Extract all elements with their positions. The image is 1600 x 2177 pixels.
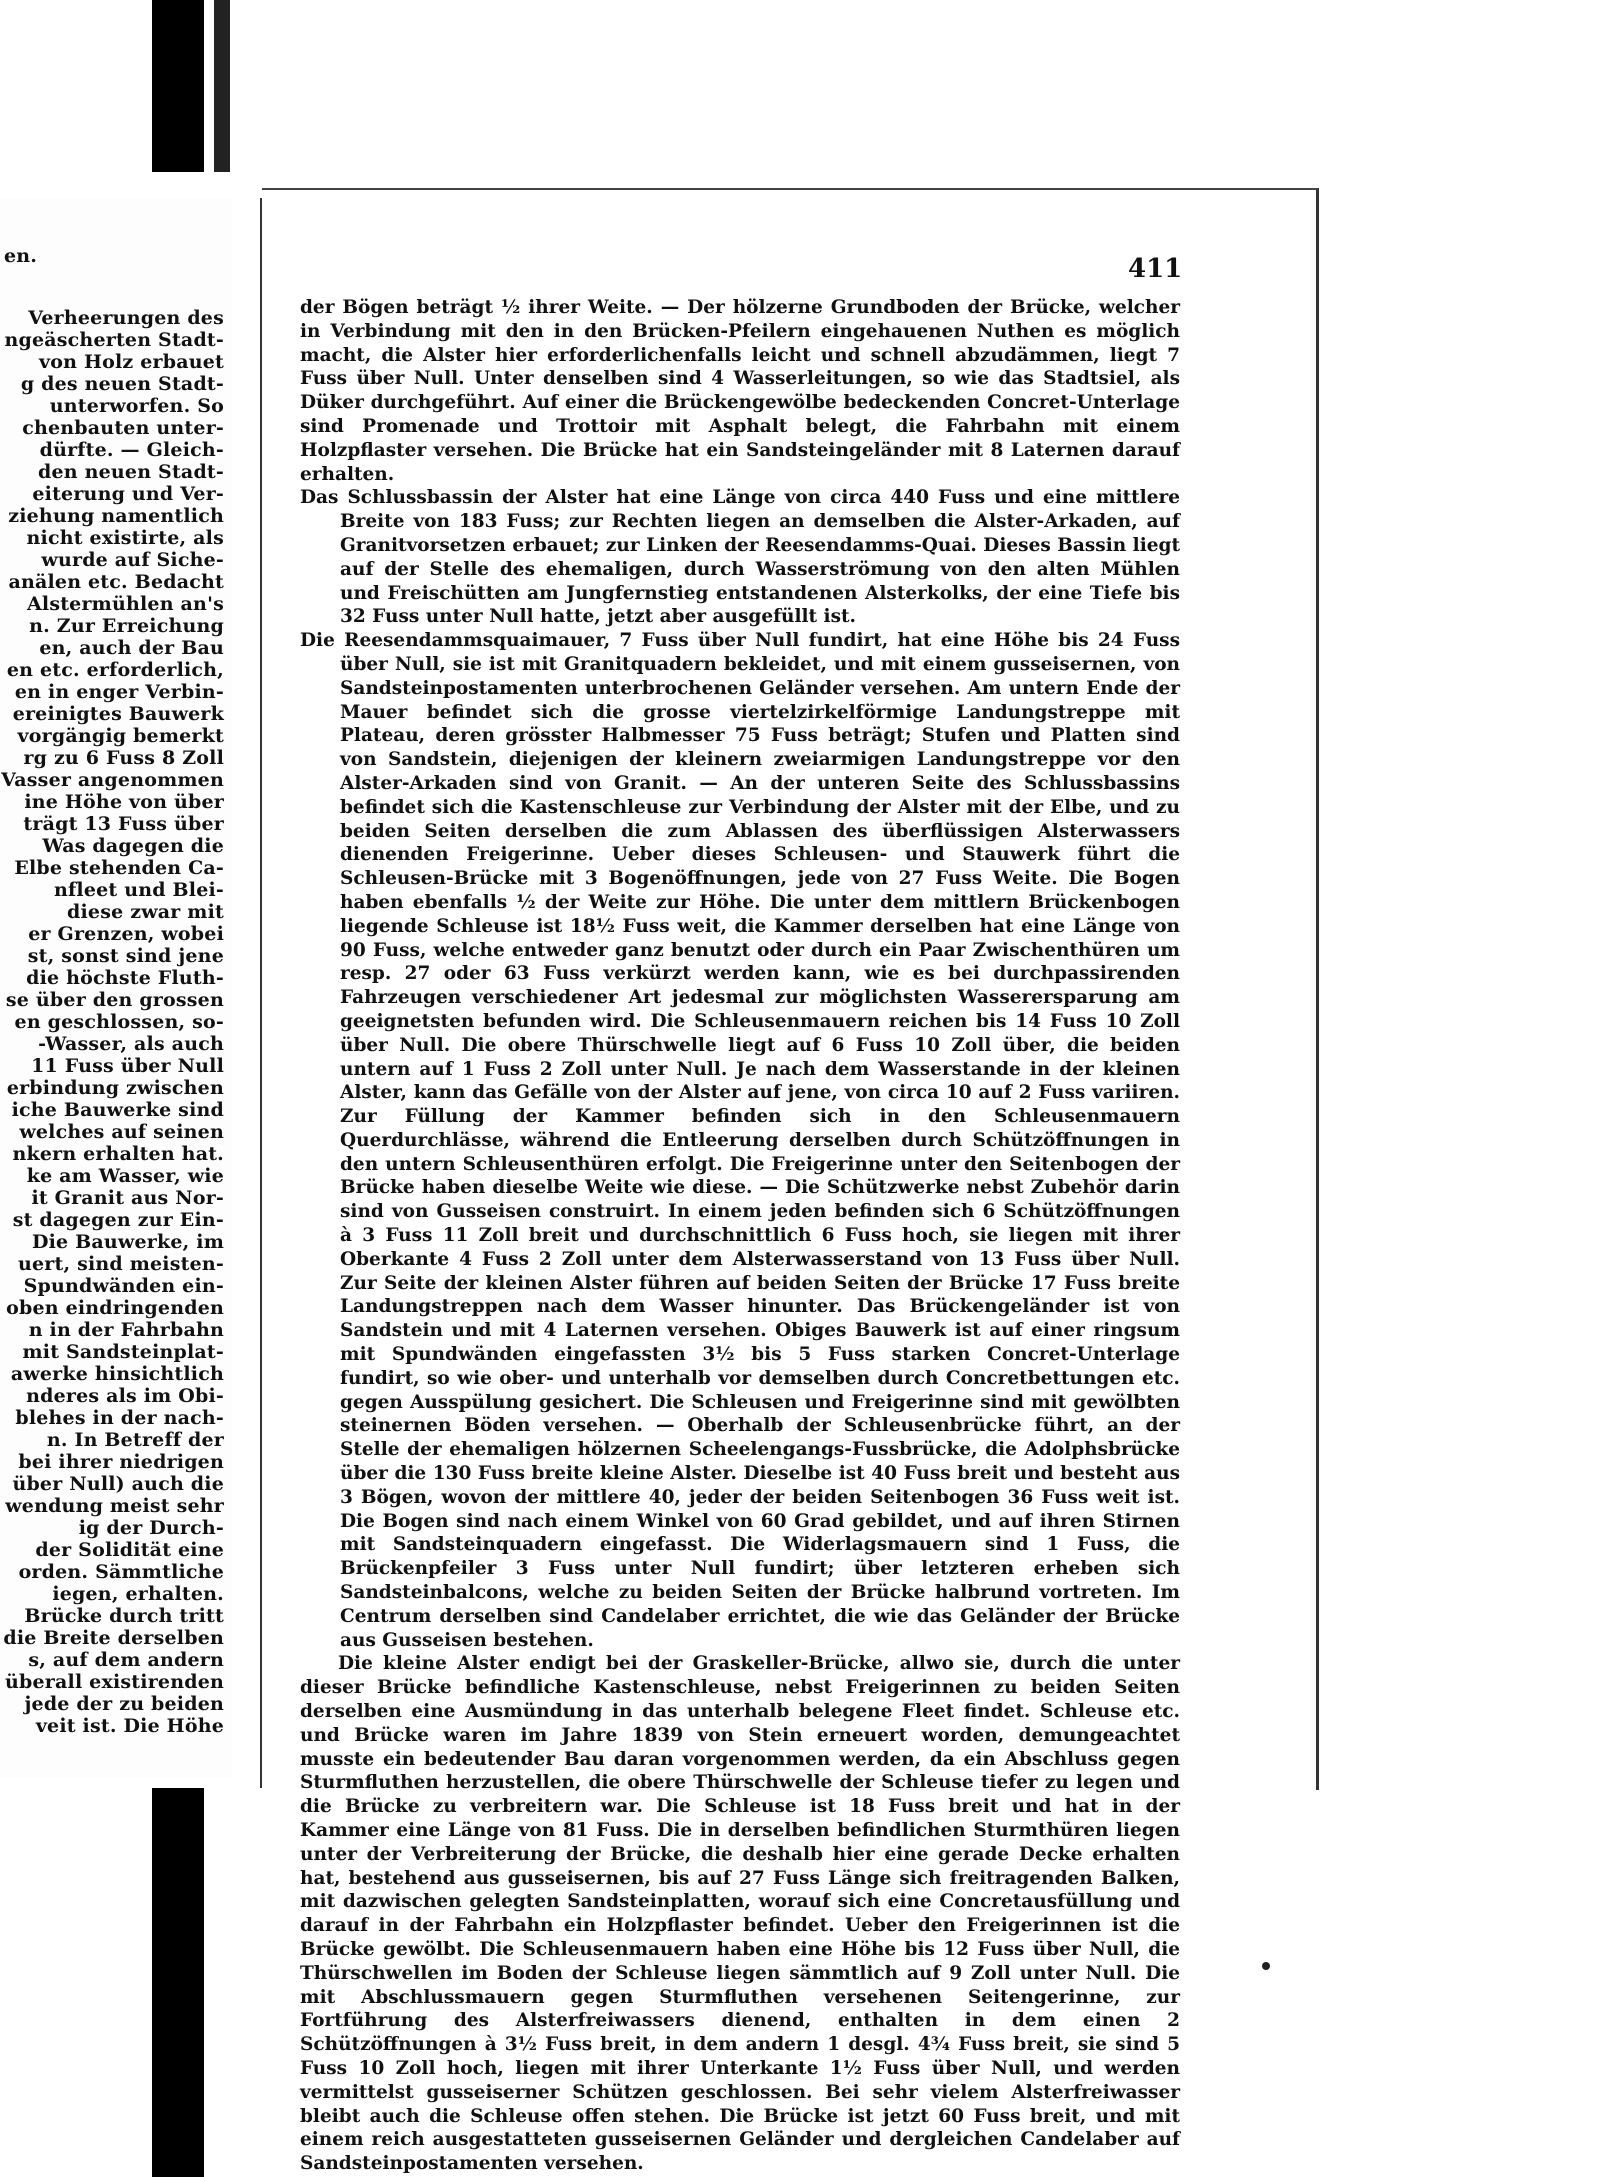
left-page-line: von Holz erbauet (39, 351, 224, 373)
left-page-line: en etc. erforderlich, (6, 659, 224, 681)
left-page-line: it Granit aus Nor- (31, 1187, 224, 1209)
scan-border-bottom-left (152, 1788, 204, 2177)
left-page-line: s, auf dem andern (28, 1649, 224, 1671)
left-page-line: überall existirenden (5, 1671, 224, 1693)
left-page-line: trägt 13 Fuss über (23, 813, 224, 835)
left-page-line: ereinigtes Bauwerk (12, 703, 224, 725)
left-page-line: n. Zur Erreichung (29, 615, 224, 637)
left-page-line: bei ihrer niedrigen (18, 1451, 224, 1473)
left-page-line: wurde auf Siche- (41, 549, 224, 571)
left-page-line: ngeäscherten Stadt- (4, 329, 224, 351)
left-page-line: anälen etc. Bedacht (8, 571, 224, 593)
left-page-line: er Grenzen, wobei (28, 923, 224, 945)
left-page-line: veit ist. Die Höhe (35, 1715, 224, 1737)
left-page-line: en geschlossen, so- (14, 1011, 224, 1033)
left-page-line: iegen, erhalten. (52, 1583, 224, 1605)
left-page-line: nicht existirte, als (26, 527, 224, 549)
paragraph-bridge-arches: der Bögen beträgt ½ ihrer Weite. — Der hölzerne Grundboden der Brücke, welcher in Verbindung mit den in den Brücken-Pfeilern eingehauenen Nuthen es möglich macht, die Alster hier erforderlichenfalls leicht und schnell abzudämmen, liegt 7 Fuss über Null. Unter denselben sind 4 Wasserleitungen, so wie das Stadtsiel, als Düker durchgeführt. Auf einer die Brückengewölbe bedeckenden Concret-Unterlage sind Promenade und Trottoir mit Asphalt belegt, die Fahrbahn mit einem Holzpflaster versehen. Die Brücke hat ein Sandsteingeländer mit 8 Laternen darauf erhalten. (300, 297, 1180, 485)
left-page-line: se über den grossen (5, 989, 224, 1011)
left-page-line: orden. Sämmtliche (18, 1561, 224, 1583)
left-page-line: diese zwar mit (67, 901, 224, 923)
left-page-line: die Breite derselben (3, 1627, 224, 1649)
left-page-line: Was dagegen die (42, 835, 224, 857)
left-page-line: ig der Durch- (78, 1517, 224, 1539)
left-page-line: den neuen Stadt- (38, 461, 224, 483)
paragraph-reesendammsquaimauer: Die Reesendammsquaimauer, 7 Fuss über Null fundirt, hat eine Höhe bis 24 Fuss über Null, sie ist mit Granitquadern bekleidet, und mit einem gusseisernen, von Sandsteinpostamenten unterbrochenen Geländer versehen. Am untern Ende der Mauer befindet sich die grosse viertelzirkelförmige Landungstreppe mit Plateau, deren grösster Halbmesser 75 Fuss beträgt; Stufen und Platten sind von Sandstein, diejenigen der kleinern zweiarmigen Landungstreppe vor den Alster-Arkaden sind von Granit. — An der unteren Seite des Schlussbassins befindet sich die Kastenschleuse zur Verbindung der Alster mit der Elbe, und zu beiden Seiten derselben die zum Ablassen des überflüssigen Alsterwassers dienenden Freigerinne. Ueber dieses Schleusen- und Stauwerk führt die Schleusen-Brücke mit 3 Bogenöffnungen, jede von 27 Fuss Weite. Die Bogen haben ebenfalls ½ der Weite zur Höhe. Die unter dem mittlern Brückenbogen liegende Schleuse ist 18½ Fuss weit, die Kammer derselben hat eine Länge von 90 Fuss, welche entweder ganz benutzt oder durch ein Paar Zwischenthüren um resp. 27 oder 63 Fuss verkürzt werden kann, wie es bei durchpassirenden Fahrzeugen verschiedener Art jedesmal zur möglichsten Wasserersparung am geeignetsten befunden wird. Die Schleusenmauern reichen bis 14 Fuss 10 Zoll über Null. Die obere Thürschwelle liegt auf 6 Fuss 10 Zoll über, die beiden untern auf 1 Fuss 2 Zoll unter Null. Je nach dem Wasserstande in der kleinen Alster, kann das Gefälle von der Alster auf jene, von circa 10 auf 2 Fuss variiren. Zur Füllung der Kammer befinden sich in den Schleusenmauern Querdurchlässe, während die Entleerung derselben durch Schützöffnungen in den untern Schleusenthüren erfolgt. Die Freigerinne unter den Seitenbogen der Brücke haben dieselbe Weite wie diese. — Die Schützwerke nebst Zubehör darin sind von Gusseisen construirt. In einem jeden befinden sich 6 Schützöffnungen à 3 Fuss 11 Zoll breit und durchschnittlich 6 Fuss hoch, sie liegen mit ihrer Oberkante 4 Fuss 2 Zoll unter dem Alsterwasserstand von 13 Fuss über Null. Zur Seite der kleinen Alster führen auf beiden Seiten der Brücke 17 Fuss breite Landungstreppen nach dem Wasser hinunter. Das Brückengeländer ist von Sandstein und mit 4 Laternen versehen. Obiges Bauwerk ist auf einer ringsum mit Spundwänden eingefassten 3½ bis 5 Fuss starken Concret-Unterlage fundirt, so wie ober- und unterhalb vor demselben durch Concretbettungen etc. gegen Ausspülung gesichert. Die Schleusen und Freigerinne sind mit gewölbten steinernen Böden versehen. — Oberhalb der Schleusenbrücke führt, an der Stelle der ehemaligen hölzernen Scheelengangs-Fussbrücke, die Adolphsbrücke über die 130 Fuss breite kleine Alster. Dieselbe ist 40 Fuss breit und besteht aus 3 Bögen, wovon der mittlere 40, jeder der beiden Seitenbogen 36 Fuss weit ist. Die Bogen sind nach einem Winkel von 60 Grad gebildet, und auf ihren Stirnen mit Sandsteinquadern eingefasst. Die Widerlagsmauern sind 1 Fuss, die Brückenpfeiler 3 Fuss unter Null fundirt; über letzteren erheben sich Sandsteinbalcons, welche zu beiden Seiten der Brücke halbrund vortreten. Im Centrum derselben sind Candelaber errichtet, die wie das Geländer der Brücke aus Gusseisen bestehen. (300, 630, 1180, 1651)
left-page-line: uert, sind meisten- (17, 1253, 224, 1275)
left-page-line: eiterung und Ver- (32, 483, 224, 505)
left-page-line: wendung meist sehr (5, 1495, 224, 1517)
left-page-line: -Wasser, als auch (38, 1033, 224, 1055)
left-page-line: erbindung zwischen (6, 1077, 224, 1099)
left-page-line: Verheerungen des (28, 307, 224, 329)
left-page-line: vorgängig bemerkt (17, 725, 224, 747)
page-number: 411 (1128, 254, 1183, 284)
left-page-line: der Solidität eine (35, 1539, 224, 1561)
left-page-line: en, auch der Bau (39, 637, 224, 659)
left-page-line: n in der Fahrbahn (28, 1319, 224, 1341)
left-page-line: jede der zu beiden (24, 1693, 224, 1715)
scan-speck (1262, 1962, 1270, 1970)
left-page-fragment (0, 198, 235, 1778)
left-page-line: nderes als im Obi- (26, 1385, 224, 1407)
left-page-line: Brücke durch tritt (24, 1605, 224, 1627)
left-page-line: welches auf seinen (19, 1121, 224, 1143)
left-page-line: chenbauten unter- (22, 417, 224, 439)
left-page-line: mit Sandsteinplat- (22, 1341, 224, 1363)
left-page-line: 11 Fuss über Null (31, 1055, 224, 1077)
page-body (300, 296, 1180, 2176)
left-page-line: Alstermühlen an's (26, 593, 224, 615)
left-page-line: Spundwänden ein- (23, 1275, 224, 1297)
scan-border-top-right (214, 0, 230, 172)
left-page-line: Vasser angenommen (1, 769, 224, 791)
left-page-line: unterworfen. So (49, 395, 224, 417)
left-page-line: über Null) auch die (12, 1473, 224, 1495)
left-page-line: blehes in der nach- (15, 1407, 224, 1429)
left-page-line: die höchste Fluth- (26, 967, 224, 989)
left-page-line: ine Höhe von über (24, 791, 224, 813)
left-page-line: n. In Betreff der (46, 1429, 224, 1451)
left-page-line: en in enger Verbin- (14, 681, 224, 703)
book-gutter (232, 198, 262, 1788)
left-page-line: rg zu 6 Fuss 8 Zoll (23, 747, 224, 769)
left-page-line: ke am Wasser, wie (26, 1165, 224, 1187)
left-page-line: st dagegen zur Ein- (12, 1209, 224, 1231)
left-page-line: oben eindringenden (6, 1297, 224, 1319)
left-page-line: en. (4, 245, 38, 267)
left-page-line: ziehung namentlich (8, 505, 224, 527)
scan-border-top-left (152, 0, 204, 172)
left-page-line: Elbe stehenden Ca- (14, 857, 224, 879)
left-page-line: st, sonst sind jene (27, 945, 224, 967)
paragraph-kleine-alster: Die kleine Alster endigt bei der Graskeller-Brücke, allwo sie, durch die unter dieser Brücke befindliche Kastenschleuse, nebst Freigerinnen zu beiden Seiten derselben eine Ausmündung in das unterhalb belegene Fleet findet. Schleuse etc. und Brücke waren im Jahre 1839 von Stein erneuert worden, demungeachtet musste ein bedeutender Bau daran vorgenommen werden, da ein Abschluss gegen Sturmfluthen herzustellen, die obere Thürschwelle der Schleuse tiefer zu legen und die Brücke zu verbreitern war. Die Schleuse ist 18 Fuss breit und hat in der Kammer eine Länge von 81 Fuss. Die in derselben befindlichen Sturmthüren liegen unter der Verbreiterung der Brücke, die deshalb hier eine gerade Decke erhalten hat, bestehend aus gusseisernen, bis auf 27 Fuss Länge sich freitragenden Balken, mit dazwischen gelegten Sandsteinplatten, worauf sich eine Concretausfüllung und darauf in der Fahrbahn ein Holzpflaster befindet. Ueber den Freigerinnen ist die Brücke gewölbt. Die Schleusenmauern haben eine Höhe bis 12 Fuss über Null, die Thürschwellen im Boden der Schleuse liegen sämmtlich auf 9 Zoll unter Null. Die mit Abschlussmauern gegen Sturmfluthen versehenen Seitengerinne, zur Fortführung des Alsterfreiwassers dienend, enthalten in dem einen 2 Schützöffnungen à 3½ Fuss breit, in dem andern 1 desgl. 4¾ Fuss breit, sie sind 5 Fuss 10 Zoll hoch, liegen mit ihrer Unterkante 1½ Fuss über Null, und werden vermittelst gusseiserner Schützen geschlossen. Bei sehr vielem Alsterfreiwasser bleibt auch die Schleuse offen stehen. Die Brücke ist jetzt 60 Fuss breit, und mit einem reich ausgestatteten gusseisernen Geländer und dergleichen Candelaber auf Sandsteinpostamenten versehen. (300, 1653, 1180, 2175)
left-page-line: awerke hinsichtlich (10, 1363, 224, 1385)
paragraph-schlussbassin: Das Schlussbassin der Alster hat eine Länge von circa 440 Fuss und eine mittlere Breite von 183 Fuss; zur Rechten liegen an demselben die Alster-Arkaden, auf Granitvorsetzen erbauet; zur Linken der Reesendamms-Quai. Dieses Bassin liegt auf der Stelle des ehemaligen, durch Wasserströmung von den alten Mühlen und Freischütten am Jungfernstieg entstandenen Alsterkolks, der eine Tiefe bis 32 Fuss unter Null hatte, jetzt aber ausgefüllt ist. (300, 487, 1180, 628)
left-page-line: g des neuen Stadt- (20, 373, 224, 395)
left-page-line: Die Bauwerke, im (31, 1231, 224, 1253)
left-page-line: nfleet und Blei- (54, 879, 224, 901)
left-page-line: nkern erhalten hat. (12, 1143, 224, 1165)
left-page-line: dürfte. — Gleich- (39, 439, 224, 461)
left-page-line: iche Bauwerke sind (11, 1099, 224, 1121)
